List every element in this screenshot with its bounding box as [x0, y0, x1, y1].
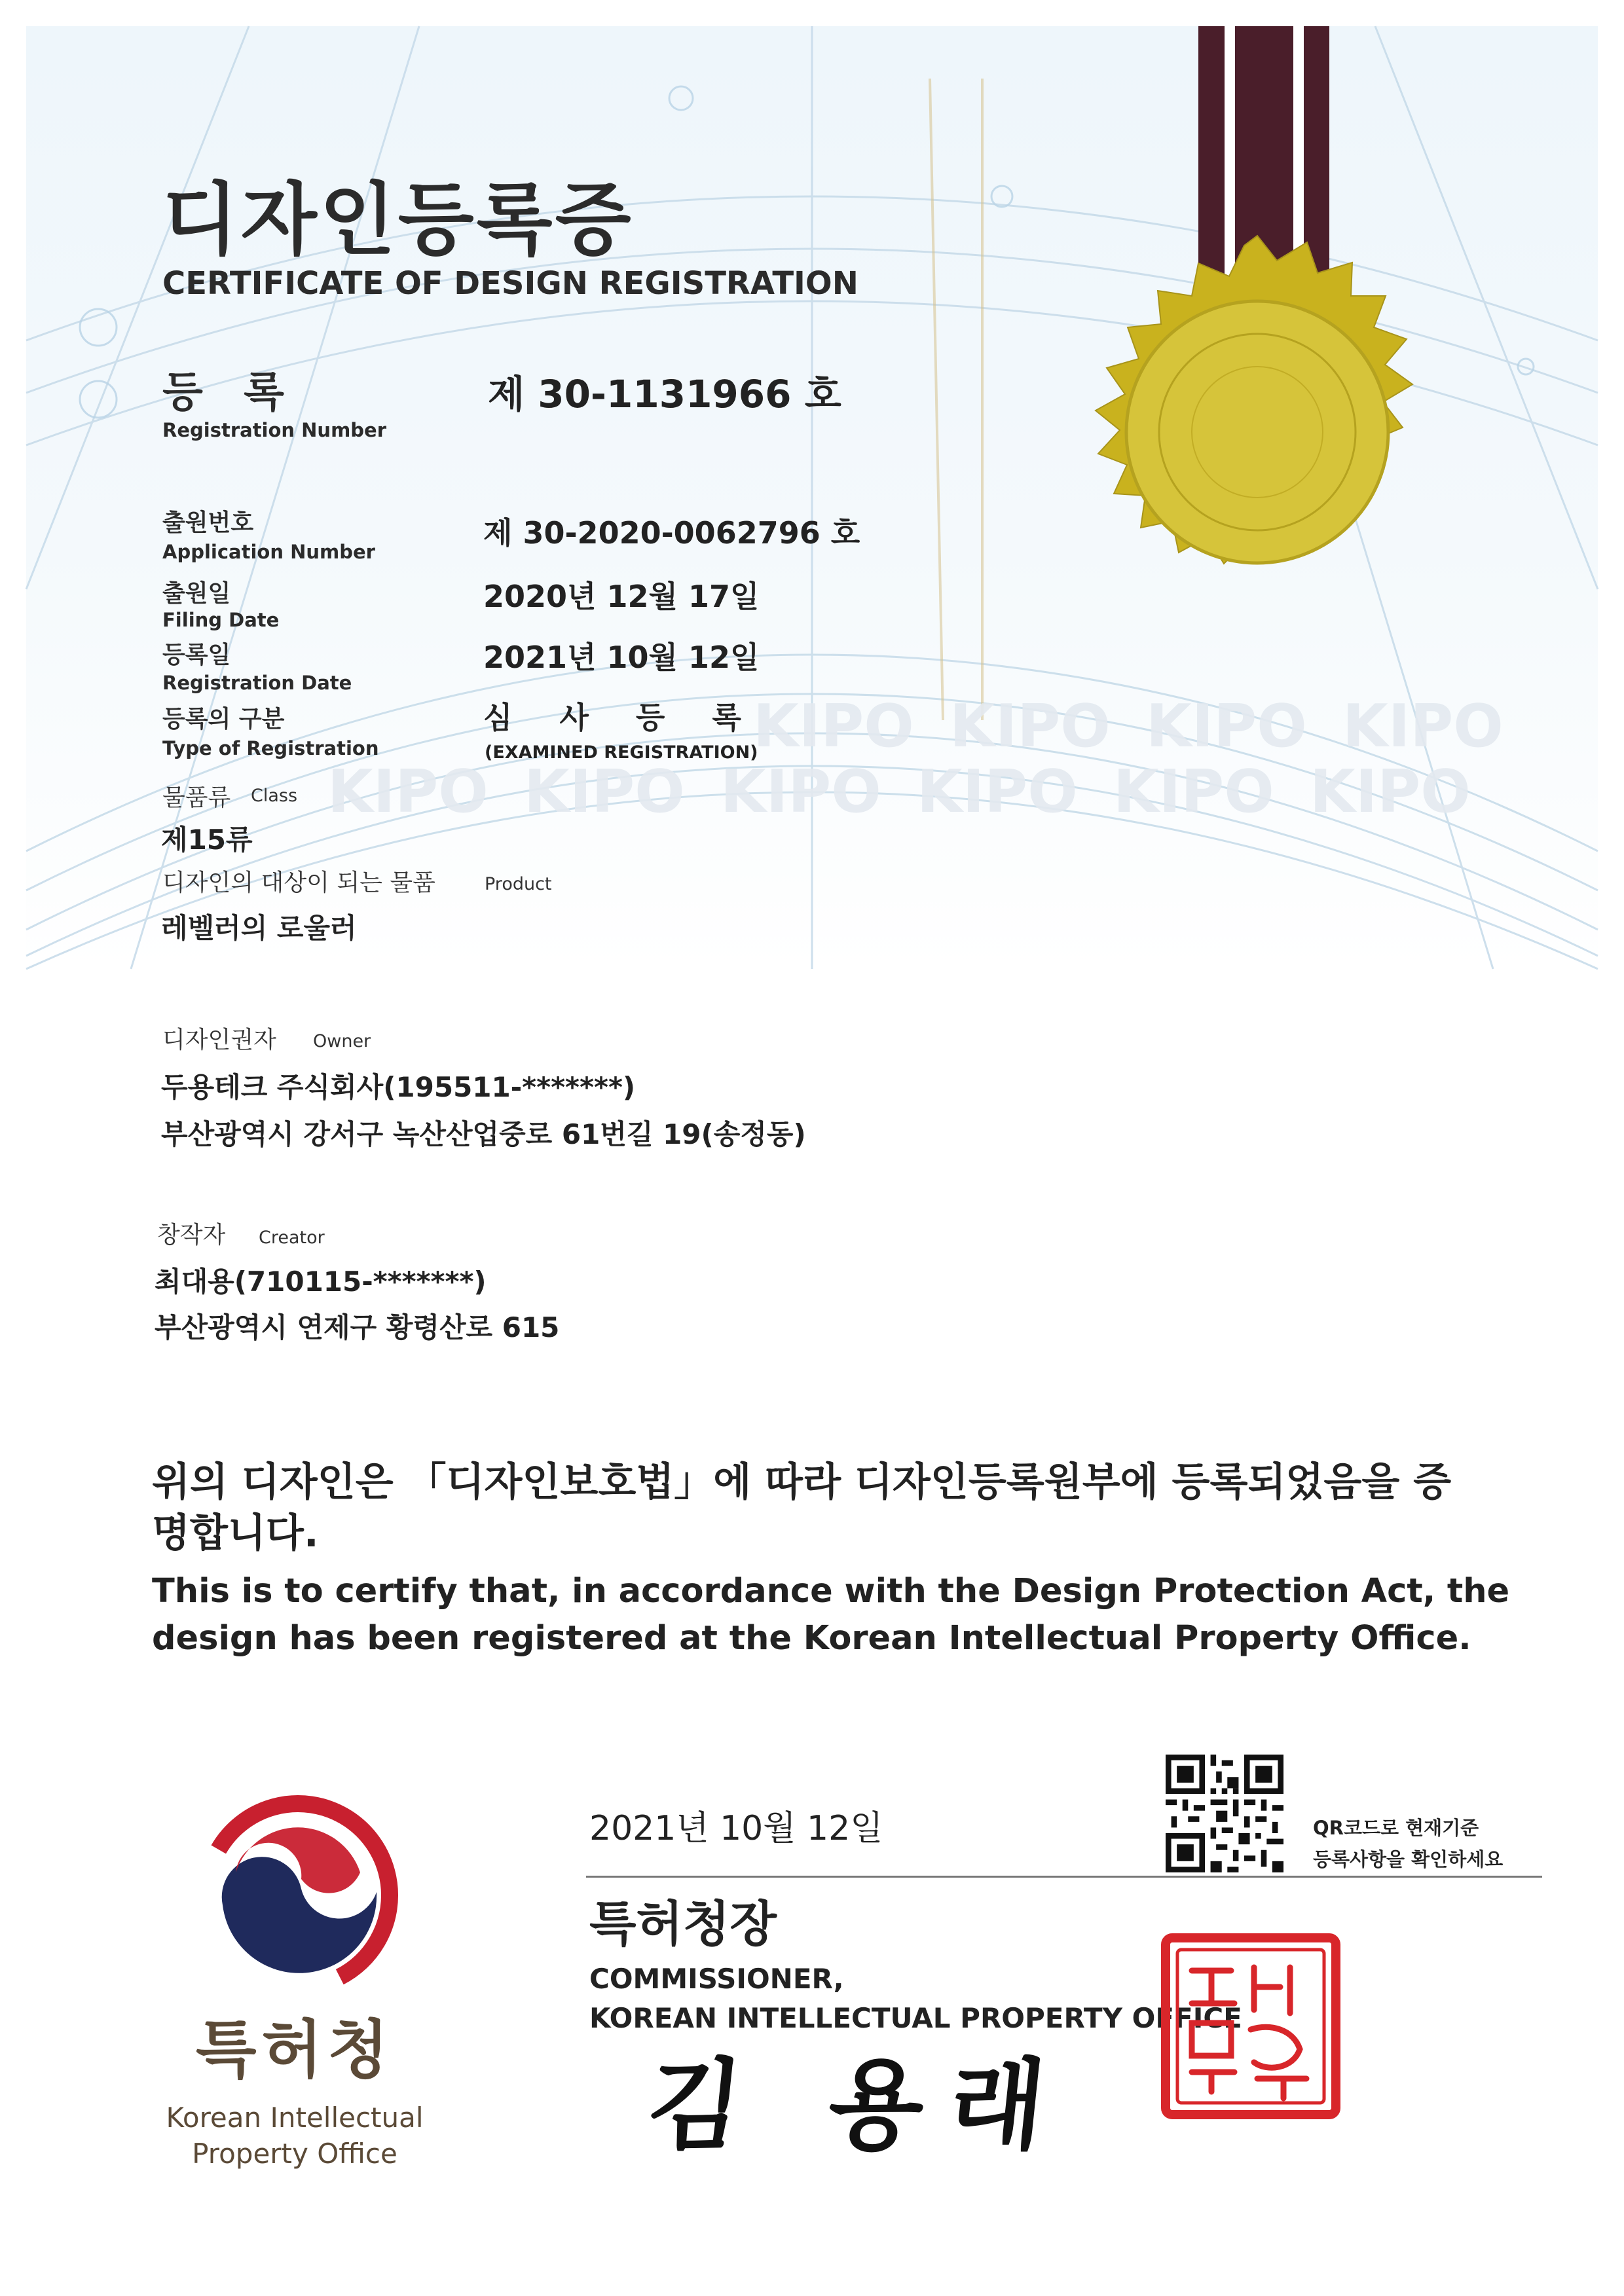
title-en: CERTIFICATE OF DESIGN REGISTRATION: [162, 265, 858, 302]
official-seal-stamp-icon: [1159, 1931, 1342, 2121]
kipo-name-en-line2: Property Office: [192, 2138, 397, 2170]
registration-date-label-en: Registration Date: [162, 672, 352, 694]
svg-text:KIPO: KIPO: [1113, 757, 1274, 826]
commissioner-title-en-line1: COMMISSIONER,: [589, 1963, 844, 1995]
kipo-name-ko: 특허청: [195, 2013, 394, 2086]
commissioner-title-ko: 특허청장: [589, 1896, 777, 1952]
filing-date-label-ko: 출원일: [162, 580, 231, 607]
qr-note-line2: 등록사항을 확인하세요: [1313, 1848, 1504, 1870]
creator-label-ko: 창작자: [157, 1222, 226, 1248]
filing-date-label-en: Filing Date: [162, 609, 280, 631]
registration-label-ko: 등 록: [162, 369, 297, 417]
application-number-label-en: Application Number: [162, 541, 375, 563]
class-label-ko: 물품류: [162, 784, 231, 811]
owner-name: 두용테크 주식회사(195511-*******): [161, 1071, 636, 1103]
svg-text:KIPO: KIPO: [950, 692, 1111, 761]
registration-type-value-en: (EXAMINED REGISTRATION): [485, 742, 758, 763]
owner-address: 부산광역시 강서구 녹산산업중로 61번길 19(송정동): [161, 1118, 806, 1150]
title-ko: 디자인등록증: [162, 175, 634, 266]
owner-label-ko: 디자인권자: [162, 1027, 276, 1053]
svg-text:KIPO: KIPO: [917, 757, 1078, 826]
registration-type-label-ko: 등록의 구분: [162, 706, 285, 733]
owner-label-en: Owner: [313, 1031, 371, 1051]
qr-note-line1: QR코드로 현재기준: [1313, 1817, 1479, 1839]
qr-code-icon[interactable]: [1166, 1755, 1283, 1872]
product-label-ko: 디자인의 대상이 되는 물품: [162, 869, 435, 896]
creator-name: 최대용(710115-*******): [155, 1266, 487, 1298]
gold-seal-icon: [1096, 236, 1412, 564]
svg-text:KIPO: KIPO: [524, 757, 685, 826]
registration-number: 제 30-1131966 호: [488, 372, 841, 416]
class-value: 제15류: [161, 824, 253, 856]
product-label-en: Product: [485, 874, 552, 894]
certification-text-en: This is to certify that, in accordance with the Design Protection Act, the design has been registered at the Korean Intellectual Property Office.: [152, 1572, 1510, 1658]
commissioner-signature: 김 용래: [641, 2048, 1077, 2163]
svg-text:KIPO: KIPO: [1342, 692, 1504, 761]
filing-date-value: 2020년 12월 17일: [483, 579, 760, 614]
application-number-value: 제 30-2020-0062796 호: [483, 515, 860, 551]
svg-text:KIPO: KIPO: [327, 757, 489, 826]
commissioner-title-en-line2: KOREAN INTELLECTUAL PROPERTY OFFICE: [589, 2002, 1242, 2034]
registration-date-value: 2021년 10월 12일: [483, 640, 760, 675]
registration-date-label-ko: 등록일: [162, 642, 231, 668]
product-value: 레벨러의 로울러: [161, 912, 357, 944]
watermark-row-1: KIPO: [753, 692, 914, 761]
registration-label-en: Registration Number: [162, 419, 387, 441]
kipo-name-en-line1: Korean Intellectual: [166, 2102, 424, 2134]
svg-text:KIPO: KIPO: [720, 757, 881, 826]
class-label-en: Class: [251, 786, 298, 806]
registration-type-value-ko: 심 사 등 록: [483, 700, 760, 735]
creator-address: 부산광역시 연제구 황령산로 615: [155, 1311, 560, 1343]
issue-date: 2021년 10월 12일: [589, 1809, 883, 1848]
application-number-label-ko: 출원번호: [162, 509, 254, 536]
svg-text:KIPO: KIPO: [1310, 757, 1471, 826]
kipo-taeguk-emblem-icon: [196, 1794, 399, 1997]
svg-text:KIPO: KIPO: [1146, 692, 1307, 761]
registration-type-label-en: Type of Registration: [162, 737, 379, 759]
signature-divider: [586, 1876, 1542, 1878]
creator-label-en: Creator: [259, 1228, 325, 1248]
certification-text-ko: 위의 디자인은 「디자인보호법」에 따라 디자인등록원부에 등록되었음을 증명합니다.: [152, 1459, 1452, 1556]
